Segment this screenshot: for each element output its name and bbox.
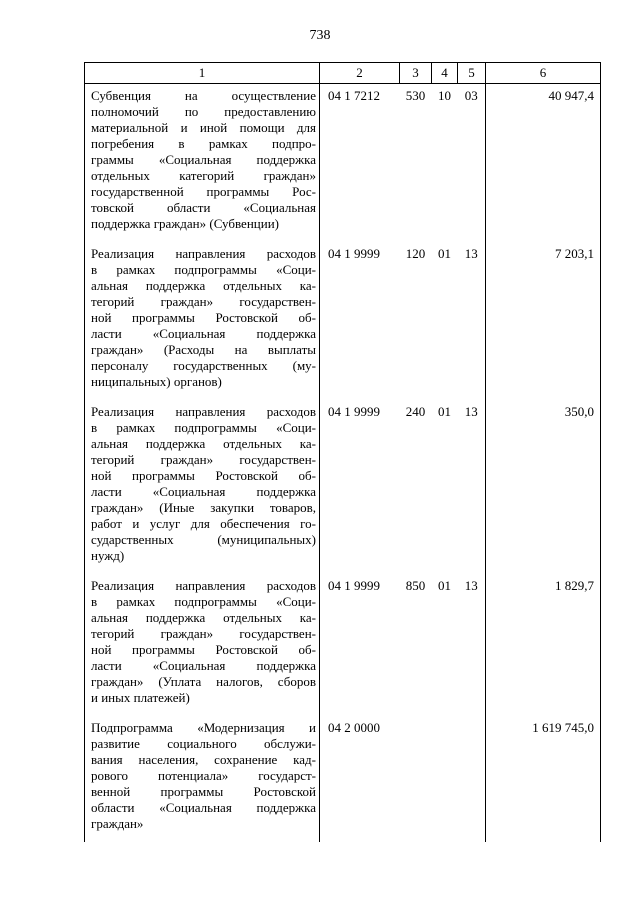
description-line: ной программы Ростовской об- bbox=[91, 468, 316, 483]
description-line: ной программы Ростовской об- bbox=[91, 642, 316, 657]
row-section: 01 bbox=[438, 246, 451, 261]
description-line: граждан» (Уплата налогов, сборов bbox=[91, 674, 316, 689]
row-description bbox=[85, 574, 320, 716]
description-line: полномочий по предоставлению bbox=[91, 104, 316, 119]
description-line: альная поддержка отдельных ка- bbox=[91, 436, 316, 451]
row-amount: 40 947,4 bbox=[486, 84, 601, 243]
description-line: сударственных (муниципальных) bbox=[91, 532, 316, 547]
description-line: Реализация направления расходов bbox=[91, 404, 316, 419]
description-line: товской области «Социальная bbox=[91, 200, 316, 215]
header-row bbox=[85, 63, 601, 84]
table-row bbox=[85, 574, 601, 716]
row-expense-type: 240 bbox=[405, 404, 426, 419]
row-code: 04 1 9999 bbox=[328, 246, 380, 261]
description-line: граждан» (Расходы на выплаты bbox=[91, 342, 316, 357]
header-col-2: 2 bbox=[320, 63, 400, 84]
description-line: и иных платежей) bbox=[91, 690, 190, 705]
row-description bbox=[85, 716, 320, 842]
table-row bbox=[85, 242, 601, 400]
description-line: развитие социального обслужи- bbox=[91, 736, 316, 751]
table-row bbox=[85, 716, 601, 842]
row-amount: 7 203,1 bbox=[486, 242, 601, 400]
header-col-1: 1 bbox=[85, 63, 320, 84]
description-line: работ и услуг для обеспечения го- bbox=[91, 516, 316, 531]
description-line: Реализация направления расходов bbox=[91, 246, 316, 261]
row-section: 01 bbox=[438, 404, 451, 419]
row-code: 04 2 0000 bbox=[328, 720, 380, 735]
description-line: отдельных категорий граждан» bbox=[91, 168, 316, 183]
description-line: материальной и иной помощи для bbox=[91, 120, 316, 135]
row-expense-type: 850 bbox=[405, 578, 426, 593]
description-line: персоналу государственных (му- bbox=[91, 358, 316, 373]
description-line: вания населения, сохранение кад- bbox=[91, 752, 316, 767]
row-code: 04 1 9999 bbox=[328, 404, 380, 419]
table-row bbox=[85, 400, 601, 574]
row-section: 10 bbox=[438, 88, 451, 103]
description-line: области «Социальная поддержка bbox=[91, 800, 316, 815]
description-line: граждан» (Иные закупки товаров, bbox=[91, 500, 316, 515]
description-line: поддержка граждан» (Субвенции) bbox=[91, 216, 279, 231]
row-amount: 350,0 bbox=[486, 400, 601, 574]
description-line: Реализация направления расходов bbox=[91, 578, 316, 593]
description-line: граммы «Социальная поддержка bbox=[91, 152, 316, 167]
row-expense-type bbox=[400, 716, 432, 842]
row-subsection: 13 bbox=[464, 404, 478, 419]
row-description bbox=[85, 400, 320, 574]
row-subsection: 13 bbox=[464, 246, 478, 261]
description-line: в рамках подпрограммы «Соци- bbox=[91, 594, 316, 609]
row-description bbox=[85, 242, 320, 400]
row-subsection bbox=[458, 716, 486, 842]
description-line: рового потенциала» государст- bbox=[91, 768, 316, 783]
header-col-6: 6 bbox=[486, 63, 601, 84]
description-line: альная поддержка отдельных ка- bbox=[91, 278, 316, 293]
description-line: нужд) bbox=[91, 548, 125, 563]
description-line: граждан» bbox=[91, 816, 144, 831]
description-line: тегорий граждан» государствен- bbox=[91, 626, 316, 641]
description-line: ласти «Социальная поддержка bbox=[91, 658, 316, 673]
row-amount: 1 829,7 bbox=[486, 574, 601, 716]
description-line: альная поддержка отдельных ка- bbox=[91, 610, 316, 625]
row-subsection: 03 bbox=[464, 88, 478, 103]
row-section bbox=[432, 716, 458, 842]
row-section: 01 bbox=[438, 578, 451, 593]
description-line: в рамках подпрограммы «Соци- bbox=[91, 420, 316, 435]
description-line: ной программы Ростовской об- bbox=[91, 310, 316, 325]
row-description bbox=[85, 84, 320, 243]
description-line: тегорий граждан» государствен- bbox=[91, 294, 316, 309]
header-col-4: 4 bbox=[432, 63, 458, 84]
header-col-3: 3 bbox=[400, 63, 432, 84]
table-header bbox=[85, 63, 601, 84]
description-line: ниципальных) органов) bbox=[91, 374, 222, 389]
description-line: государственной программы Рос- bbox=[91, 184, 316, 199]
description-line: ласти «Социальная поддержка bbox=[91, 484, 316, 499]
description-line: Субвенция на осуществление bbox=[91, 88, 316, 103]
table-body bbox=[85, 84, 601, 843]
description-line: в рамках подпрограммы «Соци- bbox=[91, 262, 316, 277]
header-col-5: 5 bbox=[458, 63, 486, 84]
description-line: венной программы Ростовской bbox=[91, 784, 316, 799]
row-expense-type: 530 bbox=[405, 88, 426, 103]
row-subsection: 13 bbox=[464, 578, 478, 593]
row-code: 04 1 9999 bbox=[328, 578, 380, 593]
description-line: погребения в рамках подпро- bbox=[91, 136, 316, 151]
budget-table bbox=[84, 62, 601, 842]
description-line: ласти «Социальная поддержка bbox=[91, 326, 316, 341]
description-line: Подпрограмма «Модернизация и bbox=[91, 720, 316, 735]
table-row bbox=[85, 84, 601, 243]
row-code: 04 1 7212 bbox=[328, 88, 380, 103]
page-number: 738 bbox=[309, 28, 331, 43]
description-line: тегорий граждан» государствен- bbox=[91, 452, 316, 467]
row-amount: 1 619 745,0 bbox=[486, 716, 601, 842]
row-expense-type: 120 bbox=[405, 246, 426, 261]
